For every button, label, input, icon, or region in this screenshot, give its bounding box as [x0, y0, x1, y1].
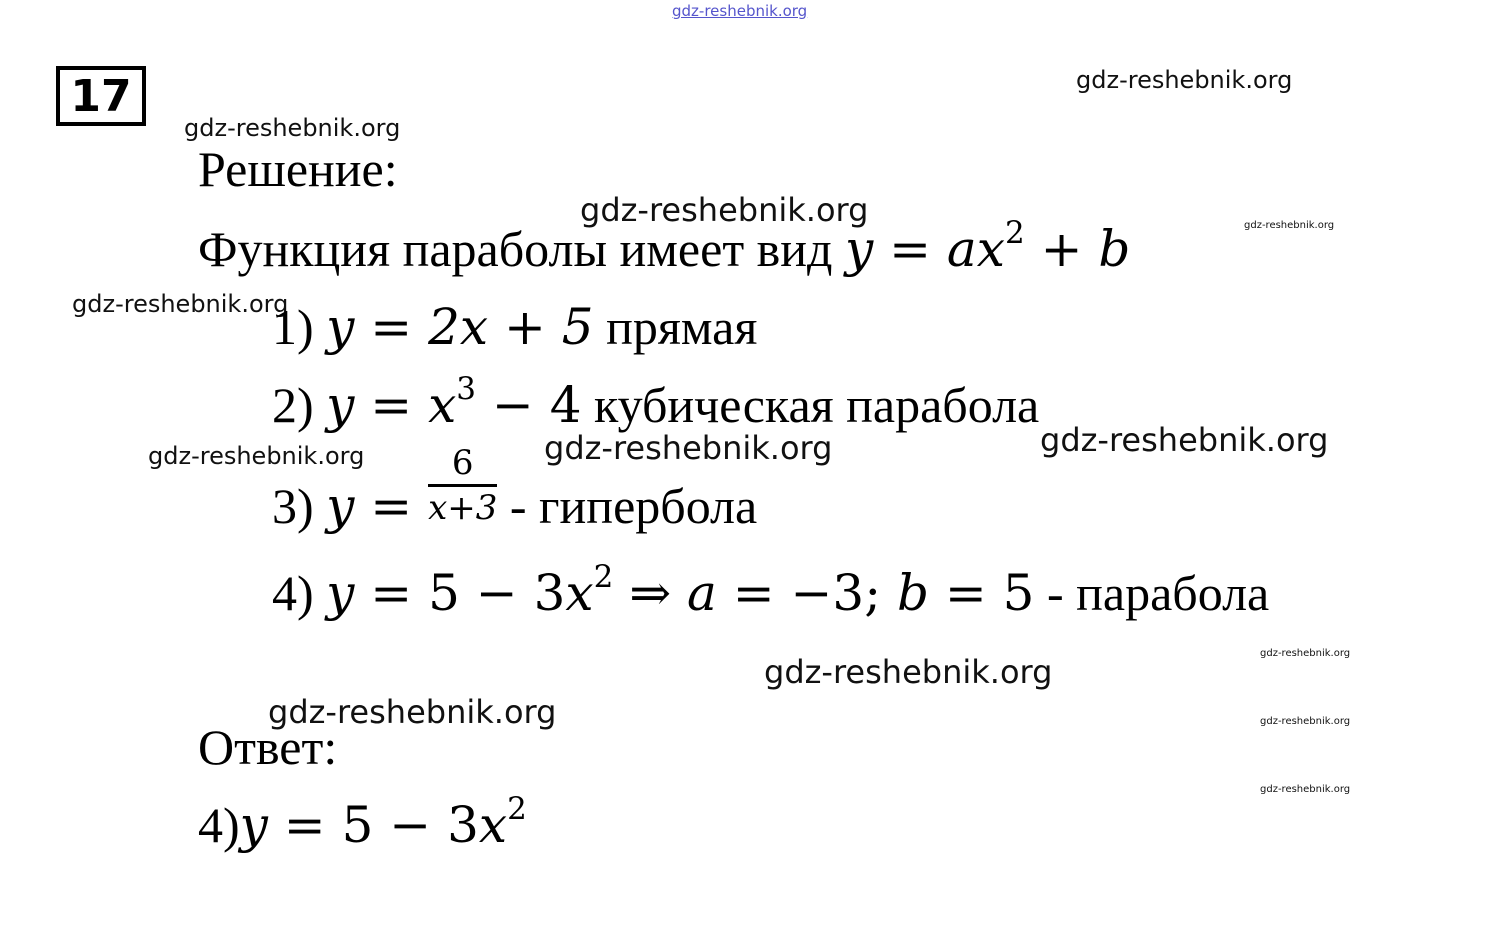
answer-eq: = 5 − 3: [267, 796, 479, 854]
item-formula-y: y: [326, 564, 355, 622]
solution-heading: Решение:: [198, 141, 398, 197]
item-formula-eq: =: [354, 376, 429, 434]
watermark: gdz-reshebnik.org: [544, 429, 833, 467]
watermark: gdz-reshebnik.org: [1260, 716, 1351, 727]
list-item: [272, 298, 758, 356]
answer-heading: Ответ:: [198, 719, 338, 775]
watermark: gdz-reshebnik.org: [764, 653, 1053, 691]
fraction: [428, 443, 498, 528]
intro-line: [198, 214, 1131, 278]
watermark: gdz-reshebnik.org: [580, 191, 869, 229]
answer-line: [198, 790, 527, 854]
item-number: 3): [272, 477, 314, 534]
item-description: кубическая парабола: [581, 377, 1040, 433]
answer-exp: 2: [507, 790, 527, 827]
item-description: - парабола: [1034, 565, 1270, 621]
watermark: gdz-reshebnik.org: [1260, 648, 1351, 659]
answer-y: y: [239, 796, 268, 854]
fraction-numerator: 6: [428, 446, 497, 487]
item-number: 1): [272, 299, 314, 355]
item-b-value: = 5: [929, 564, 1035, 622]
intro-exp: 2: [1004, 214, 1025, 251]
item-number: 4): [272, 565, 314, 621]
watermark: gdz-reshebnik.org: [184, 114, 401, 142]
item-formula: y = 2x + 5: [326, 298, 594, 356]
list-item: [272, 558, 1270, 622]
item-formula-exp: 3: [456, 370, 477, 407]
item-description: - гипербола: [497, 477, 758, 534]
item-formula-exp: 2: [593, 558, 614, 595]
item-a: a: [687, 564, 717, 622]
item-formula-eq: =: [354, 476, 429, 535]
intro-plus: +: [1024, 220, 1099, 278]
intro-x: x: [976, 220, 1005, 278]
watermark: gdz-reshebnik.org: [72, 290, 289, 318]
item-formula-x: x: [565, 564, 594, 622]
item-description: прямая: [593, 299, 758, 355]
answer-x: x: [478, 796, 508, 854]
watermark: gdz-reshebnik.org: [1244, 220, 1335, 231]
item-formula-rest: − 4: [476, 376, 582, 434]
intro-a: a: [946, 220, 977, 278]
watermark: gdz-reshebnik.org: [1260, 784, 1351, 795]
watermark: gdz-reshebnik.org: [268, 693, 557, 731]
item-formula-x: x: [428, 376, 457, 434]
problem-number: 17: [56, 66, 146, 126]
watermark: gdz-reshebnik.org: [1040, 421, 1329, 459]
item-implies: ⇒: [613, 564, 688, 622]
watermark: gdz-reshebnik.org: [148, 442, 365, 470]
item-formula-y: y: [326, 476, 355, 535]
item-formula-y: y: [326, 376, 355, 434]
item-b: b: [896, 564, 929, 622]
item-formula-eq: = 5 − 3: [354, 564, 566, 622]
intro-b: b: [1098, 220, 1131, 278]
fraction-denominator: x+3: [428, 488, 498, 528]
intro-text: Функция параболы имеет вид: [198, 221, 833, 277]
item-number: 2): [272, 377, 314, 433]
watermark: gdz-reshebnik.org: [1076, 66, 1293, 94]
list-item: [272, 370, 1040, 434]
list-item: [272, 443, 758, 535]
intro-eq: =: [873, 220, 947, 278]
watermark-top: gdz-reshebnik.org: [672, 2, 808, 20]
intro-y: y: [844, 220, 874, 278]
answer-number: 4): [198, 797, 240, 853]
item-a-value: = −3;: [716, 564, 897, 622]
